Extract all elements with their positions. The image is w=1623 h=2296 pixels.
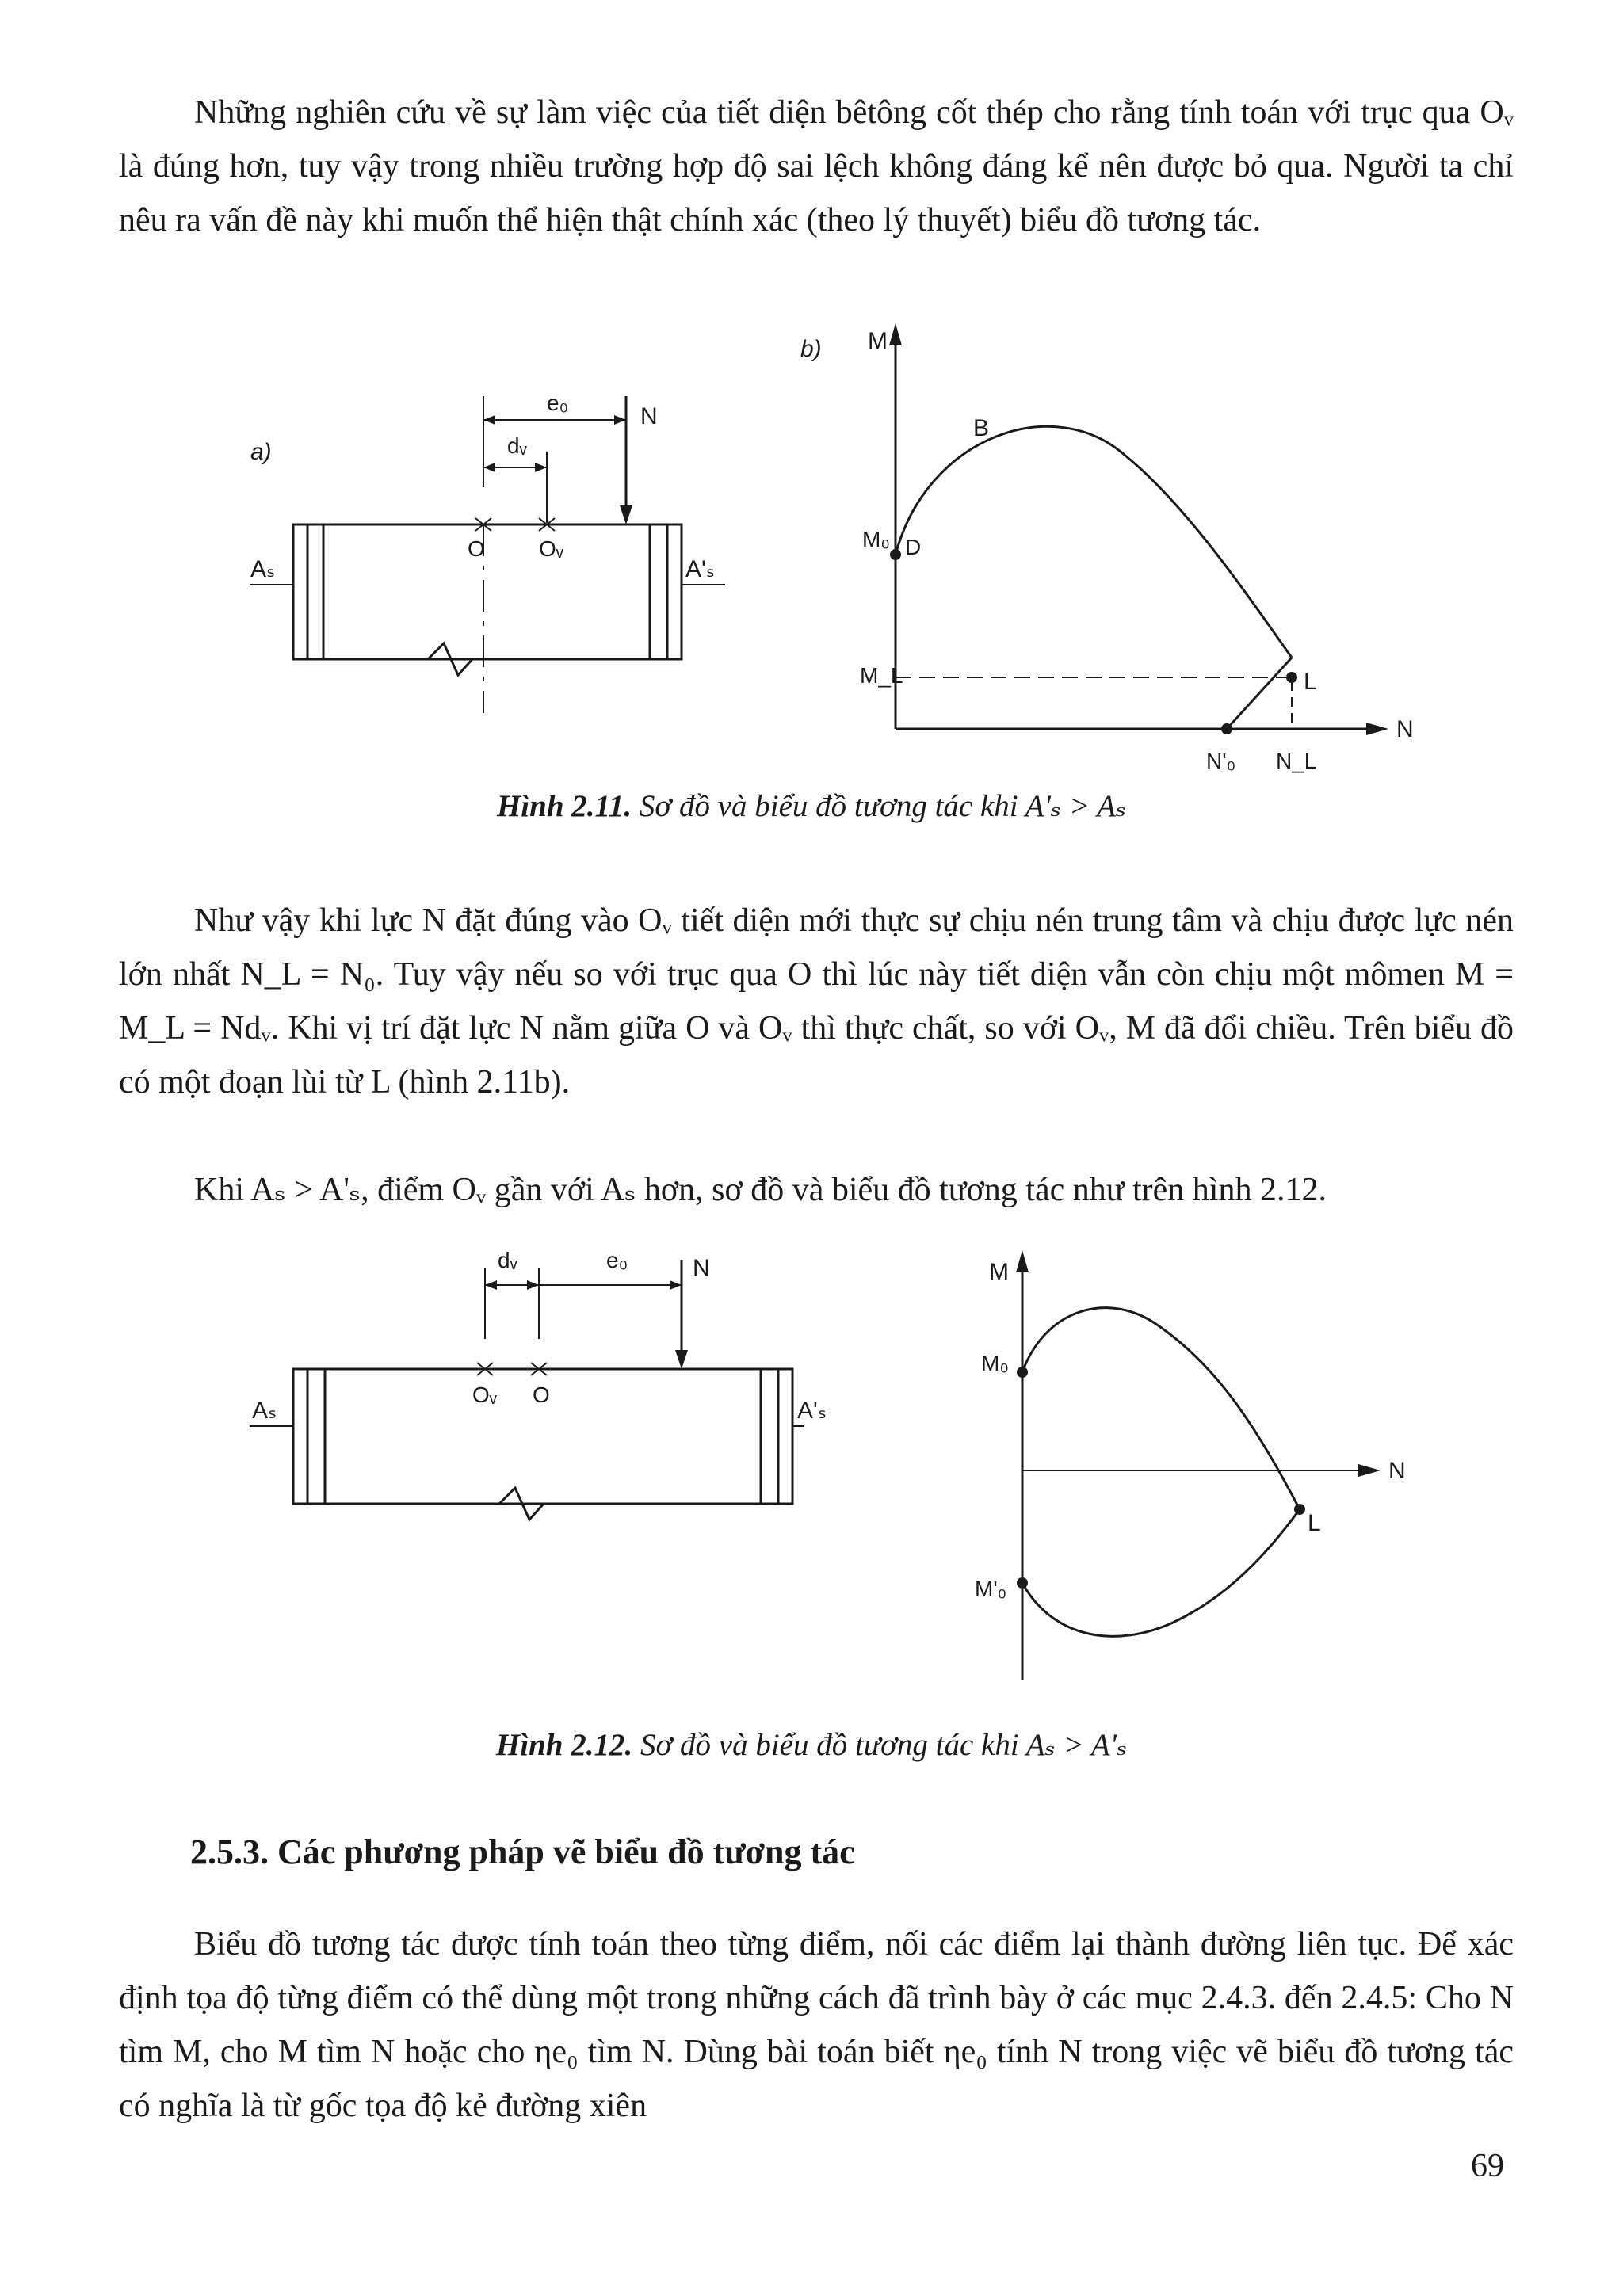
label-O: O <box>468 536 485 561</box>
label-NL: N_L <box>1276 749 1317 773</box>
label-M-axis: M <box>868 328 888 354</box>
label-N-2: N <box>693 1255 710 1281</box>
paragraph-intro: Những nghiên cứu về sự làm việc của tiết diện bêtông cốt thép cho rằng tính toán với trục qua Oᵥ là đúng hơn, tuy vậy trong nhiều trường hợp độ sai lệch không đáng kể nên được bỏ qua. Người ta chỉ nêu ra vấn đề này khi muốn thể hiện thật chính xác (theo lý thuyết) biểu đồ tương tác. <box>119 94 1514 238</box>
label-ML: M_L <box>860 663 903 688</box>
label-B: B <box>973 415 990 441</box>
figure-2-11b-interaction-diagram <box>0 317 1623 792</box>
label-a: a) <box>250 439 272 465</box>
label-O-2: O <box>533 1383 550 1407</box>
label-L-2: L <box>1308 1510 1321 1536</box>
label-eo: e₀ <box>547 391 569 415</box>
label-N-axis-2: N <box>1388 1458 1406 1484</box>
caption-fig-2-12-number: Hình 2.12. <box>495 1728 633 1762</box>
label-dv: dᵥ <box>507 433 527 458</box>
label-L: L <box>1304 669 1317 695</box>
label-M-axis-2: M <box>989 1259 1009 1285</box>
label-dv-2: dᵥ <box>498 1248 517 1272</box>
caption-fig-2-11-text: Sơ đồ và biểu đồ tương tác khi A'ₛ > Aₛ <box>632 789 1127 823</box>
label-As-2: Aₛ <box>252 1398 277 1424</box>
label-N: N <box>640 403 658 429</box>
caption-fig-2-11-number: Hình 2.11. <box>496 789 632 823</box>
label-As-prime-2: A'ₛ <box>797 1398 827 1424</box>
label-Mo: M₀ <box>862 527 890 551</box>
label-Mo-prime: M'₀ <box>975 1577 1007 1601</box>
paragraph-central-compression: Như vậy khi lực N đặt đúng vào Oᵥ tiết diện mới thực sự chịu nén trung tâm và chịu được lực nén lớn nhất N_L = N₀. Tuy vậy nếu so với trục qua O thì lúc này tiết diện vẫn còn chịu một mômen M = M_L = Ndᵥ. Khi vị trí đặt lực N nằm giữa O và Oᵥ thì thực chất, so với Oᵥ, M đã đổi chiều. Trên biểu đồ có một đoạn lùi từ L (hình 2.11b). <box>119 902 1514 1100</box>
figure-2-12-interaction-diagram <box>0 1236 1623 1711</box>
label-Mo-2: M₀ <box>981 1351 1009 1375</box>
label-b: b) <box>800 336 822 362</box>
section-heading: 2.5.3. Các phương pháp vẽ biểu đồ tương tác <box>190 1833 855 1871</box>
label-As-prime: A'ₛ <box>685 556 715 582</box>
label-N-axis: N <box>1396 716 1414 742</box>
paragraph-methods: Biểu đồ tương tác được tính toán theo từng điểm, nối các điểm lại thành đường liên tục. Để xác định tọa độ từng điểm có thể dùng một trong những cách đã trình bày ở các mục 2.4.3. đến 2.4.5: Cho N tìm M, cho M tìm N hoặc cho ηe₀ tìm N. Dùng bài toán biết ηe₀ tính N trong việc vẽ biểu đồ tương tác có nghĩa là từ gốc tọa độ kẻ đường xiên <box>119 1926 1514 2124</box>
label-Ov: Oᵥ <box>539 536 563 561</box>
label-No-prime: N'₀ <box>1206 749 1236 773</box>
label-D: D <box>905 535 922 559</box>
label-Ov-2: Oᵥ <box>472 1383 497 1407</box>
label-eo-2: e₀ <box>606 1248 628 1272</box>
caption-fig-2-11 <box>0 788 1623 824</box>
label-As: Aₛ <box>250 556 276 582</box>
caption-fig-2-12-text: Sơ đồ và biểu đồ tương tác khi Aₛ > A'ₛ <box>632 1728 1128 1762</box>
caption-fig-2-12 <box>0 1727 1623 1763</box>
paragraph-as-greater: Khi Aₛ > A'ₛ, điểm Oᵥ gần với Aₛ hơn, sơ đồ và biểu đồ tương tác như trên hình 2.12. <box>194 1172 1327 1208</box>
page-number: 69 <box>1471 2148 1504 2184</box>
